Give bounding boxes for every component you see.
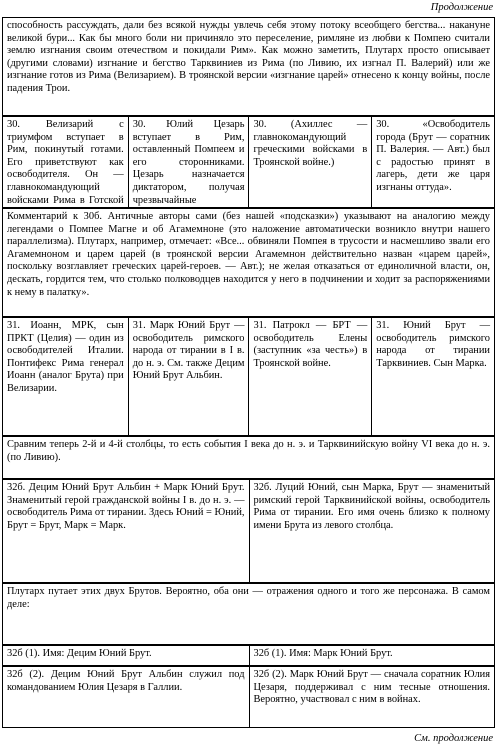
- intro-paragraph: способность рассуждать, дали без всякой нужды увлечь себя этому потоку всеобщего бегства... накануне великой бури... Как бы много боли ни причиняло это переселение, римляне из любви к Помпею считали землю изгнания своим отечеством и покидали Рим». Как можно заметить, Плутарх просто описывает (другими словами) изгнание и бегство Тарквиниев из Рима (по Ливию, их изгнал П. Валерий) или же изгнание готов из Рима (Велизарием). В троянской версии «изгнание царей» отнесено к концу войны, после падения Трои.: [7, 20, 490, 94]
- cell-32b-1-right: 32б (1). Имя: Марк Юний Брут.: [249, 646, 495, 665]
- cell-31-col4: 31. Юний Брут — освободитель римского народа от тирании Тарквиниев. Сын Марка.: [371, 318, 494, 435]
- table-row-32b: [2, 479, 495, 583]
- plutarch-note-box: [2, 583, 495, 645]
- commentary-30b: [2, 208, 495, 317]
- table-row-30: [2, 116, 495, 208]
- cell-31-col2: 31. Марк Юний Брут — освободитель римского народа от тирании в I в. до н. э. См. также Децим Юний Брут Альбин.: [128, 318, 249, 435]
- comparison-box: [2, 436, 495, 479]
- table-row-32b-2: [2, 666, 495, 728]
- running-header: Продолжение: [430, 2, 493, 13]
- cell-30-col1: 30. Велизарий с триумфом вступает в Рим, покинутый готами. Его приветствуют как освободителя. Он — главнокомандующий войсками Рима в Готской: [7, 119, 124, 206]
- cell-32b-1-left: 32б (1). Имя: Децим Юний Брут.: [7, 648, 152, 659]
- cell-32b-right: 32б. Луций Юний, сын Марка, Брут — знаменитый римский герой Тарквинийской войны, освободитель Рима от тирании. Его имя очень близко к полному имени Брута из левого столбца.: [249, 480, 495, 582]
- cell-32b-left: 32б. Децим Юний Брут Альбин + Марк Юний Брут. Знаменитый герой гражданской войны I в. до н. э. — освободитель Рима от тирании. Здесь Юний = Юний, Брут = Брут, Марк = Марк.: [7, 482, 245, 531]
- intro-box: [2, 17, 495, 116]
- commentary-30b-text: Комментарий к 30б. Античные авторы сами (без нашей «подсказки») указывают на аналогию между легендами о Помпее Магне и об Агамемноне (это наложение автоматически возникло внутри нашего параллелизма). Плутарх, например, отмечает: «Все... обвиняли Помпея в трусости и насмешливо звали его Агамемноном и царем царей (в троянской версии Агамемнон действительно назван «царем царей», поскольку возглавляет греческих царей-героев. — Авт.); не желая отказаться от единоличной власти, он, дескать, гордится тем, что столько полководцев находится у него в подчинении и ходит за распоряжениями к нему в палатку».: [7, 211, 490, 298]
- table-row-32b-1: [2, 645, 495, 666]
- continued-footer: См. продолжение: [414, 733, 493, 744]
- cell-31-col3: 31. Патрокл — БРТ — освободитель Елены (заступник «за честь») в Троянской войне.: [248, 318, 371, 435]
- cell-30-col3: 30. (Ахиллес — главнокомандующий греческими войсками в Троянской войне.): [248, 117, 371, 207]
- plutarch-note-text: Плутарх путает этих двух Брутов. Вероятно, оба они — отражения одного и того же персонажа. В самом деле:: [7, 586, 490, 610]
- cell-32b-2-right: 32б (2). Марк Юний Брут — сначала соратник Юлия Цезаря, поддерживал с ним тесные отношения. Вероятно, участвовал с ним в войнах.: [249, 667, 495, 727]
- cell-30-col2: 30. Юлий Цезарь вступает в Рим, оставленный Помпеем и его сторонниками. Цезарь назначается диктатором, получая чрезвычайные: [128, 117, 249, 207]
- cell-30-col4: 30. «Освободитель города (Брут — соратник П. Валерия. — Авт.) был с радостью принят в лагерь, дети же царя изгнаны оттуда».: [371, 117, 494, 207]
- table-row-31: [2, 317, 495, 436]
- comparison-text: Сравним теперь 2-й и 4-й столбцы, то есть события I века до н. э. и Тарквинийскую войну VI века до н. э. (по Ливию).: [7, 439, 490, 463]
- cell-32b-2-left: 32б (2). Децим Юний Брут Альбин служил под командованием Юлия Цезаря в Галлии.: [7, 669, 245, 693]
- cell-31-col1: 31. Иоанн, МРК, сын ПРКТ (Целия) — один из освободителей Италии. Понтифекс Рима генерал Иоанн (аналог Брута) при Велизарии.: [7, 320, 124, 394]
